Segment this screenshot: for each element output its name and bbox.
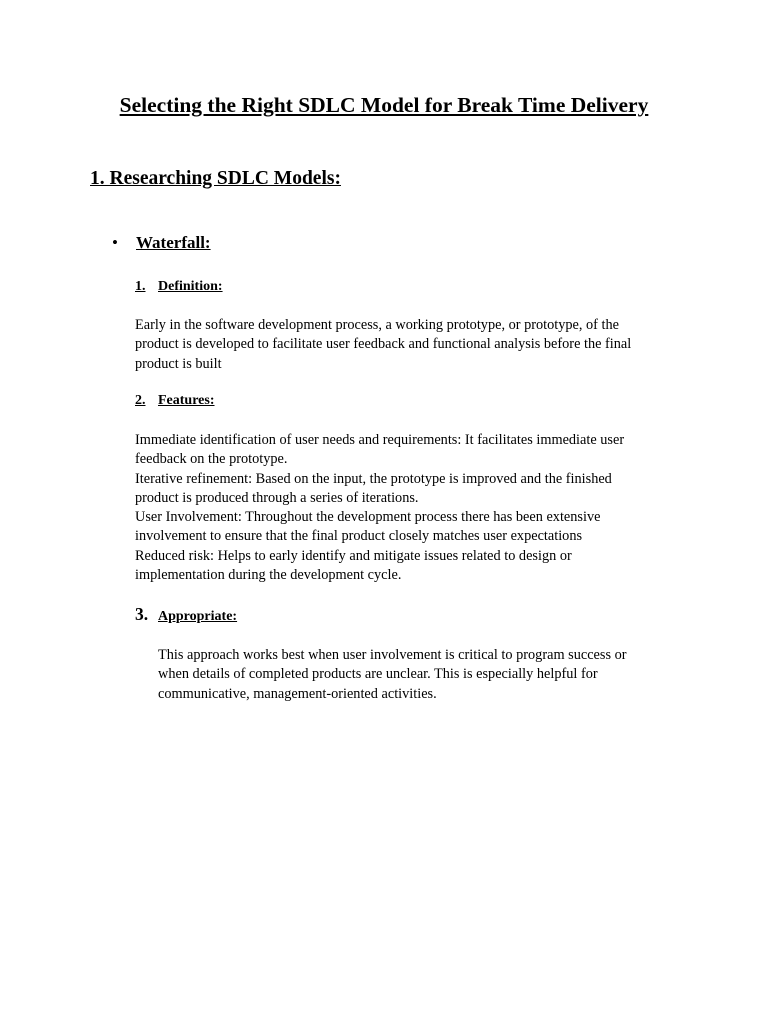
subheading-appropriate [135,604,237,625]
bullet-dot-icon: • [112,233,118,252]
features-line: Reduced risk: Helps to early identify and mitigate issues related to design or [135,547,572,564]
bullet-label: Waterfall: [136,233,211,252]
features-line: Iterative refinement: Based on the input, the prototype is improved and the finished [135,470,612,487]
definition-line: Early in the software development process, a working prototype, or prototype, of the [135,317,619,333]
features-line: User Involvement: Throughout the development process there has been extensive [135,509,601,526]
definition-line: product is built [135,355,222,372]
features-line: implementation during the development cycle. [135,567,402,584]
features-line: product is produced through a series of iterations. [135,489,419,506]
appropriate-line: when details of completed products are unclear. This is especially helpful for [158,666,598,683]
appropriate-paragraph [158,646,678,704]
subheading-number: 2. [135,393,146,408]
subheading-label: Features: [158,393,215,408]
appropriate-line: This approach works best when user involvement is critical to program success or [158,647,627,663]
subheading-label: Appropriate: [158,609,238,624]
subheading-number: 3. [135,604,149,624]
features-line: Immediate identification of user needs and requirements: It facilitates immediate user [135,432,625,448]
subheading-features [135,393,215,409]
bullet-item-waterfall [112,233,211,253]
features-line: feedback on the prototype. [135,451,288,468]
subheading-label: Definition: [158,279,223,294]
appropriate-line: communicative, management-oriented activities. [158,685,437,702]
section-heading: 1. Researching SDLC Models: [90,168,341,189]
definition-line: product is developed to facilitate user feedback and functional analysis before the final [135,336,632,353]
subheading-definition [135,279,223,295]
features-line: involvement to ensure that the final product closely matches user expectations [135,528,583,545]
definition-paragraph [135,316,675,374]
document-title: Selecting the Right SDLC Model for Break Time Delivery [119,93,649,117]
subheading-number: 1. [135,279,146,294]
features-paragraph [135,431,675,585]
